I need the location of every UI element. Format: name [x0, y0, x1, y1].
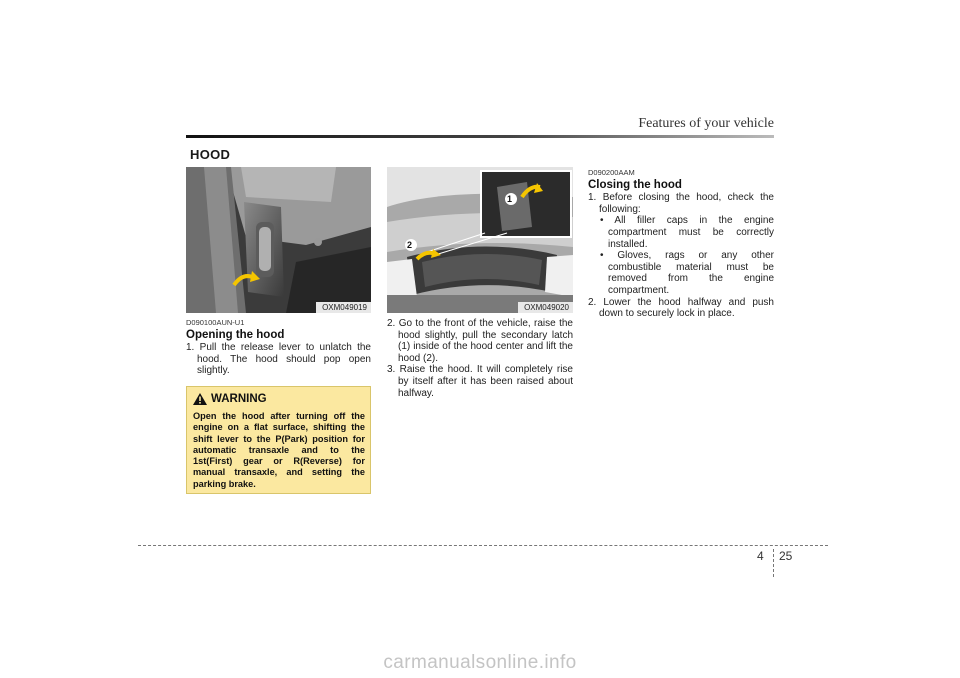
closing-step-2: 2. Lower the hood halfway and push down to securely lock in place.: [588, 296, 774, 320]
opening-section-middle: [387, 318, 573, 399]
footer-divider: [773, 549, 774, 577]
hood-latch-photo: [387, 167, 573, 313]
chapter-number: 4: [757, 549, 764, 563]
opening-step-3: 3. Raise the hood. It will completely rise by itself after it has been raised about halfway.: [387, 364, 573, 399]
hood-release-photo: [186, 167, 371, 313]
closing-section-code: D090200AAM: [588, 168, 635, 177]
header-rule: [186, 135, 774, 138]
closing-bullet-2: • Gloves, rags or any other combustible material must be removed from the engine compartment.: [600, 250, 774, 296]
section-title: HOOD: [190, 147, 231, 162]
running-header: Features of your vehicle: [638, 116, 774, 131]
closing-bullet-1: • All filler caps in the engine compartment must be correctly installed.: [600, 215, 774, 250]
watermark: carmanualsonline.info: [383, 652, 577, 673]
warning-box: [186, 386, 371, 494]
warning-heading: [193, 393, 267, 405]
callout-1: 1: [507, 194, 513, 204]
opening-step-1: 1. Pull the release lever to unlatch the hood. The hood should pop open slightly.: [186, 342, 371, 377]
footer-rule: [138, 545, 828, 546]
warning-label: WARNING: [211, 393, 267, 405]
warning-text: Open the hood after turning off the engine on a flat surface, shifting the shift lever to the P(Park) position for automatic transaxle and to the 1st(First) gear or R(Reverse) for manual transaxle, and setting the parking brake.: [193, 411, 365, 489]
opening-step-2: 2. Go to the front of the vehicle, raise the hood slightly, pull the secondary latch (1) inside of the hood center and lift the hood (2).: [387, 318, 573, 364]
figure-caption-left: OXM049019: [316, 302, 371, 313]
figure-caption-middle: OXM049020: [518, 302, 573, 313]
warning-triangle-icon: [193, 393, 207, 405]
closing-step-1: 1. Before closing the hood, check the following:: [588, 192, 774, 215]
callout-2: 2: [407, 240, 413, 250]
page-number: 25: [779, 549, 793, 563]
closing-section: [588, 167, 774, 320]
opening-section-left: [186, 317, 371, 377]
closing-title: Closing the hood: [588, 178, 682, 191]
opening-title: Opening the hood: [186, 328, 285, 341]
section-code: D090100AUN-U1: [186, 318, 245, 327]
